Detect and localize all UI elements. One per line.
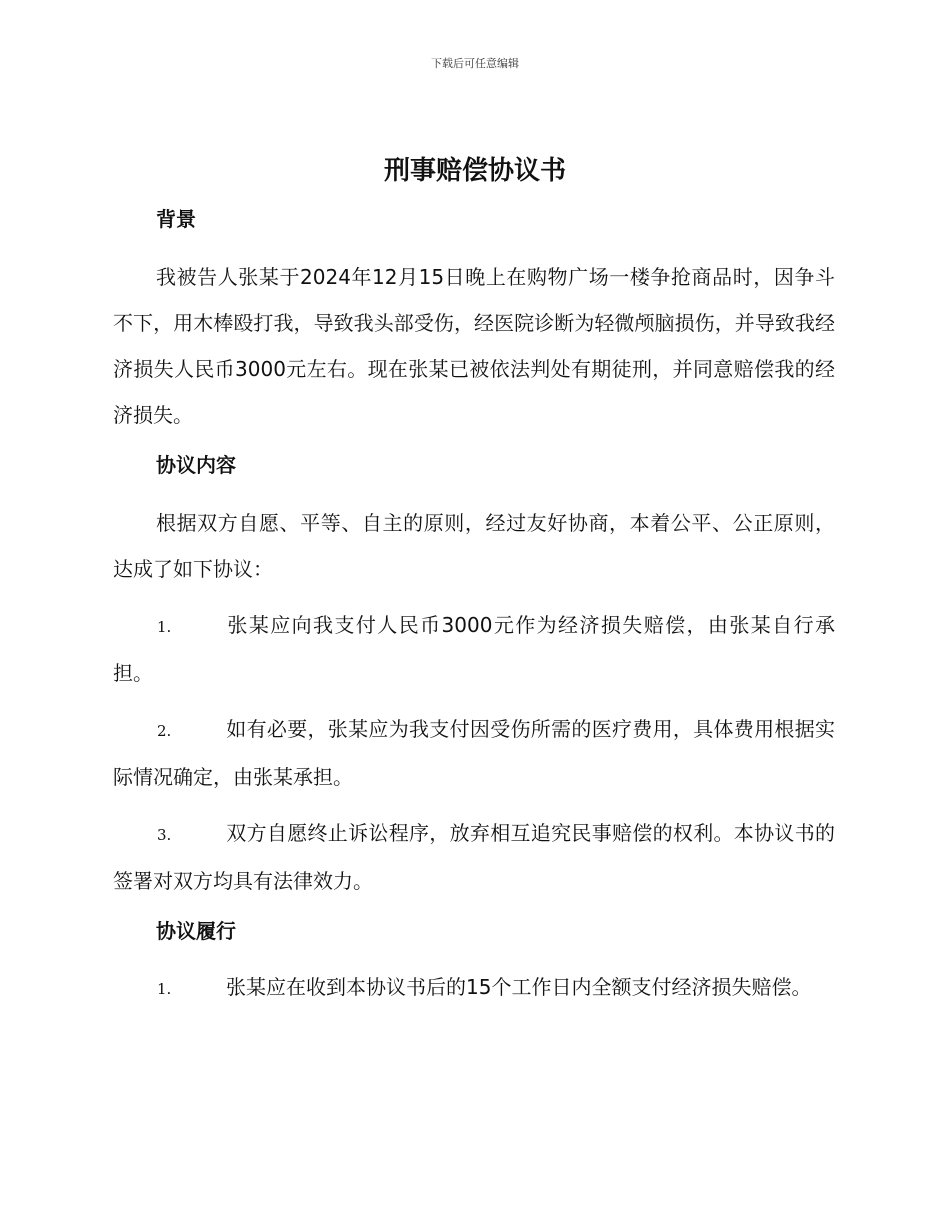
section-heading-performance: 协议履行 [156, 919, 236, 943]
list-item-text: 如有必要，张某应为我支付因受伤所需的医疗费用，具体费用根据实际情况确定，由张某承担。 [113, 717, 835, 789]
list-item-text: 张某应在收到本协议书后的15个工作日内全额支付经济损失赔偿。 [226, 975, 812, 999]
list-item [113, 706, 835, 800]
list-item [113, 810, 835, 904]
list-item-number: 1. [157, 980, 172, 998]
document-body [113, 196, 835, 1012]
list-item-text: 双方自愿终止诉讼程序，放弃相互追究民事赔偿的权利。本协议书的签署对双方均具有法律效力。 [113, 821, 835, 893]
header-note: 下载后可任意编辑 [431, 57, 519, 70]
list-item-number: 2. [157, 722, 172, 740]
list-item-text: 张某应向我支付人民币3000元作为经济损失赔偿，由张某自行承担。 [113, 613, 835, 685]
content-paragraph: 根据双方自愿、平等、自主的原则，经过友好协商，本着公平、公正原则，达成了如下协议： [113, 511, 835, 581]
section-heading-content: 协议内容 [156, 453, 236, 477]
list-item [113, 602, 835, 696]
list-item-number: 1. [157, 618, 172, 636]
list-item [113, 964, 835, 1012]
document-title: 刑事赔偿协议书 [383, 156, 566, 186]
background-paragraph: 我被告人张某于2024年12月15日晚上在购物广场一楼争抢商品时，因争斗不下，用木棒殴打我，导致我头部受伤，经医院诊断为轻微颅脑损伤，并导致我经济损失人民币3000元左右。现在张某已被依法判处有期徒刑，并同意赔偿我的经济损失。 [113, 265, 835, 427]
list-item-number: 3. [157, 826, 172, 844]
section-heading-background: 背景 [156, 207, 196, 231]
